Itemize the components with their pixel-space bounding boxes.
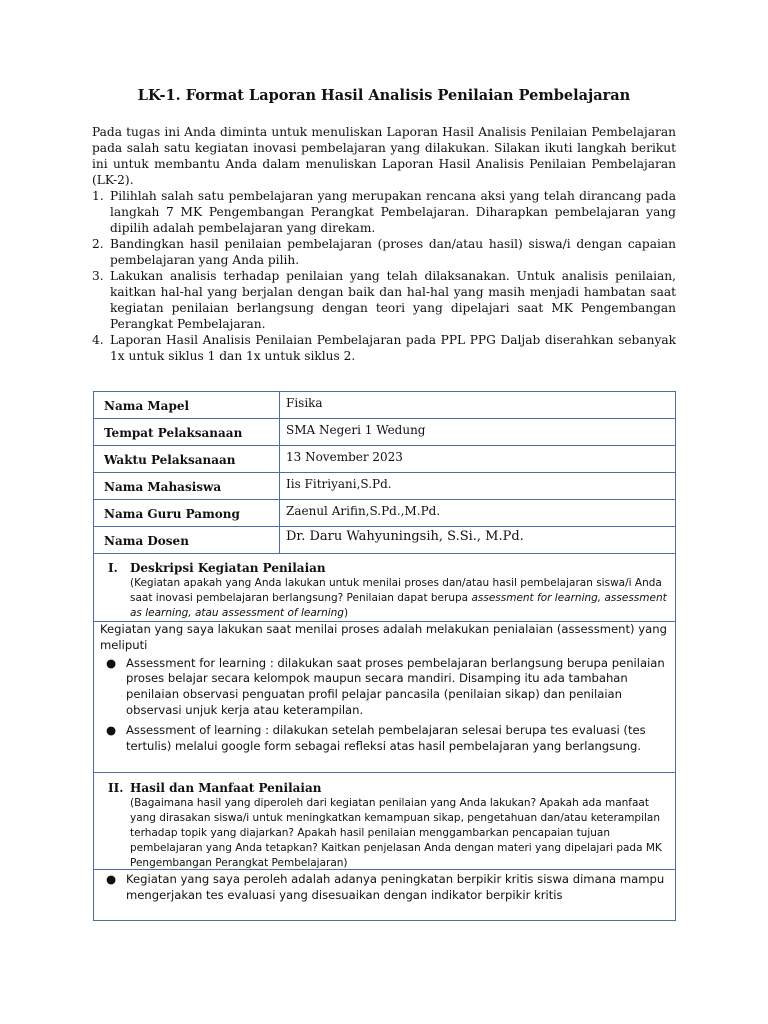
section-heading [94, 560, 675, 576]
table-row [94, 392, 676, 419]
instruction-list [92, 188, 676, 364]
list-text: Lakukan analisis terhadap penilaian yang telah dilaksanakan. Untuk analisis penilaian, kaitkan hal-hal yang berjalan dengan baik dan hal-hal yang masih menjadi hambatan saat kegiatan penilaian berlangsung dengan teori yang dipelajari saat MK Pengembangan Perangkat Pembelajaran. [110, 269, 676, 331]
list-item [92, 332, 676, 364]
section2-header [93, 772, 676, 870]
row-label: Nama Mapel [94, 392, 280, 419]
row-value: Dr. Daru Wahyuningsih, S.Si., M.Pd. [280, 527, 676, 554]
intro-paragraph: Pada tugas ini Anda diminta untuk menuliskan Laporan Hasil Analisis Penilaian Pembelajaran pada salah satu kegiatan inovasi pembelajaran yang dilakukan. Silakan ikuti langkah berikut ini untuk membantu Anda dalam menuliskan Laporan Hasil Analisis Penilaian Pembelajaran (LK-2). [92, 125, 676, 187]
list-number: 1. [92, 189, 104, 203]
table-row [94, 473, 676, 500]
section-description [94, 576, 675, 621]
list-number: 4. [92, 333, 104, 347]
row-value: Fisika [280, 392, 676, 419]
list-item [92, 188, 676, 236]
section-numeral: I. [108, 561, 118, 575]
row-label: Nama Mahasiswa [94, 473, 280, 500]
table-row [94, 527, 676, 554]
list-number: 2. [92, 237, 104, 251]
section-heading [94, 780, 675, 796]
table-row [94, 500, 676, 527]
list-item [100, 723, 671, 755]
row-label: Tempat Pelaksanaan [94, 419, 280, 446]
bullet-icon: ● [106, 872, 117, 886]
bullet-text: Assessment for learning : dilakukan saat proses pembelajaran berlangsung berupa penilaian proses belajar secara kelompok maupun secara mandiri. Disamping itu ada tambahan penilaian observasi penguatan profil pelajar pancasila (penilaian sikap) dan penilaian observasi unjuk kerja atau keterampilan. [126, 655, 665, 717]
description-italic: assessment for learning, assessment as learning, atau assessment of learning [130, 592, 667, 619]
bullet-text: Kegiatan yang saya peroleh adalah adanya peningkatan berpikir kritis siswa dimana mampu mengerjakan tes evaluasi yang disesuaikan dengan indikator berpikir kritis [126, 872, 665, 902]
description-end: ) [343, 607, 349, 619]
row-value: Zaenul Arifin,S.Pd.,M.Pd. [280, 500, 676, 527]
row-label: Waktu Pelaksanaan [94, 446, 280, 473]
row-label: Nama Guru Pamong [94, 500, 280, 527]
row-label: Nama Dosen [94, 527, 280, 554]
section-description: (Bagaimana hasil yang diperoleh dari kegiatan penilaian yang Anda lakukan? Apakah ada manfaat yang dirasakan siswa/i untuk meningkatkan kemampuan sikap, pengetahuan dan/atau keterampilan terhadap topik yang diajarkan? Apakah hasil penilaian menggambarkan pencapaian tujuan pembelajaran yang Anda tetapkan? Kaitkan penjelasan Anda dengan materi yang dipelajari pada MK Pengembangan Perangkat Pembelajaran) [130, 797, 662, 869]
section-numeral: II. [108, 781, 124, 795]
list-text: Laporan Hasil Analisis Penilaian Pembelajaran pada PPL PPG Daljab diserahkan sebanyak 1x untuk siklus 1 dan 1x untuk siklus 2. [110, 333, 676, 363]
row-value: SMA Negeri 1 Wedung [280, 419, 676, 446]
list-item [100, 872, 671, 904]
row-value: 13 November 2023 [280, 446, 676, 473]
list-item [92, 268, 676, 332]
list-number: 3. [92, 269, 104, 283]
table-row [94, 446, 676, 473]
list-text: Pilihlah salah satu pembelajaran yang merupakan rencana aksi yang telah dirancang pada langkah 7 MK Pengembangan Perangkat Pembelajaran. Diharapkan pembelajaran yang dipilih adalah pembelajaran yang direkam. [110, 189, 676, 235]
section-title: Deskripsi Kegiatan Penilaian [130, 561, 326, 575]
body-intro: Kegiatan yang saya lakukan saat menilai proses adalah melakukan penialaian (assessment) yang meliputi [100, 622, 667, 652]
bullet-icon: ● [106, 655, 117, 670]
row-value: Iis Fitriyani,S.Pd. [280, 473, 676, 500]
page-title: LK-1. Format Laporan Hasil Analisis Penilaian Pembelajaran [137, 87, 631, 104]
identity-table [93, 391, 676, 554]
section1-body [93, 621, 676, 773]
table-row [94, 419, 676, 446]
list-item [100, 656, 671, 719]
description-text: (Kegiatan apakah yang Anda lakukan untuk menilai proses dan/atau hasil pembelajaran siswa/i Anda saat inovasi pembelajaran berlangsung? Penilaian dapat berupa [130, 577, 662, 604]
bullet-icon: ● [106, 722, 117, 737]
section2-body [93, 869, 676, 921]
section1-header [93, 553, 676, 622]
section-title: Hasil dan Manfaat Penilaian [130, 781, 322, 795]
list-item [92, 236, 676, 268]
list-text: Bandingkan hasil penilaian pembelajaran (proses dan/atau hasil) siswa/i dengan capaian pembelajaran yang Anda pilih. [110, 237, 676, 267]
bullet-text: Assessment of learning : dilakukan setelah pembelajaran selesai berupa tes evaluasi (tes tertulis) melalui google form sebagai refleksi atas hasil pembelajaran yang berlangsung. [126, 722, 646, 753]
